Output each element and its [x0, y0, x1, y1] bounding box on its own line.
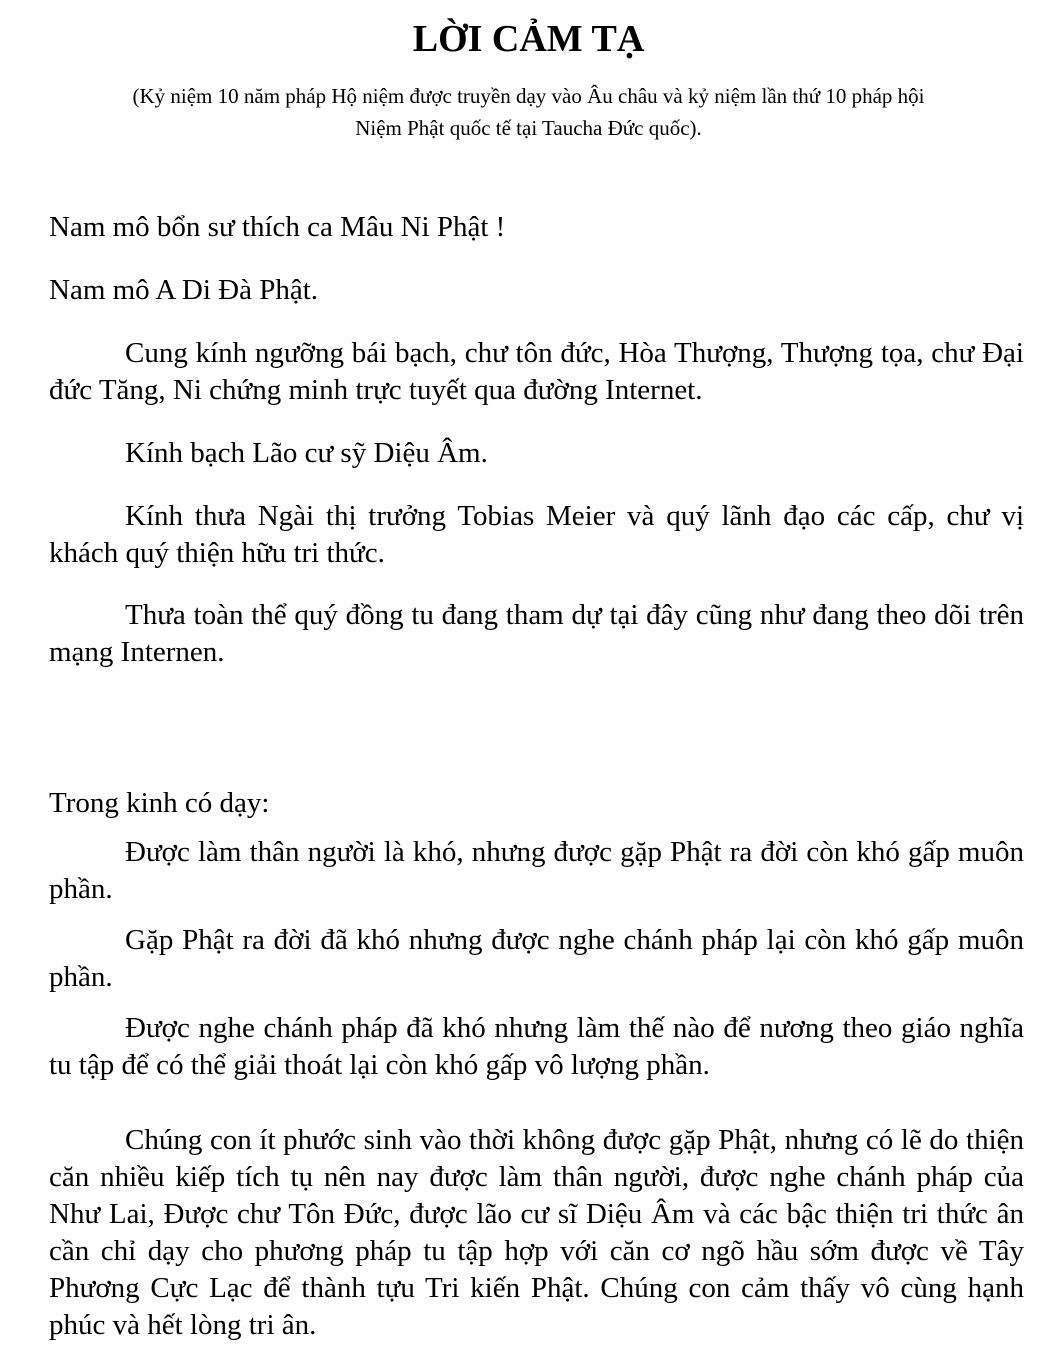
paragraph-sutra-intro: Trong kinh có dạy:: [49, 787, 270, 819]
paragraph-salutation-2: Nam mô A Di Đà Phật.: [49, 274, 319, 306]
paragraph-sutra-3: Được nghe chánh pháp đã khó nhưng làm thế nào để nương theo giáo nghĩa tu tập để có thể giải thoát lại còn khó gấp vô lượng phần.: [49, 1012, 1024, 1081]
paragraph-salutation-1: Nam mô bổn sư thích ca Mâu Ni Phật !: [49, 211, 506, 243]
subtitle-line-1: (Kỷ niệm 10 năm pháp Hộ niệm được truyền dạy vào Âu châu và kỷ niệm lần thứ 10 pháp hội: [132, 84, 925, 108]
document-title: LỜI CẢM TẠ: [412, 18, 645, 60]
paragraph-greeting-mayor: Kính thưa Ngài thị trưởng Tobias Meier và quý lãnh đạo các cấp, chư vị khách quý thiện hữu tri thức.: [49, 500, 1024, 569]
paragraph-greeting-dieu-am: Kính bạch Lão cư sỹ Diệu Âm.: [125, 437, 488, 469]
paragraph-greeting-attendees: Thưa toàn thể quý đồng tu đang tham dự tại đây cũng như đang theo dõi trên mạng Internen.: [49, 599, 1024, 668]
paragraph-sutra-1: Được làm thân người là khó, nhưng được gặp Phật ra đời còn khó gấp muôn phần.: [49, 836, 1024, 905]
paragraph-greeting-clergy: Cung kính ngưỡng bái bạch, chư tôn đức, Hòa Thượng, Thượng tọa, chư Đại đức Tăng, Ni chứng minh trực tuyết qua đường Internet.: [49, 337, 1024, 406]
subtitle-line-2: Niệm Phật quốc tế tại Taucha Đức quốc).: [355, 116, 702, 140]
paragraph-gratitude: Chúng con ít phước sinh vào thời không được gặp Phật, nhưng có lẽ do thiện căn nhiều kiếp tích tụ nên nay được làm thân người, được nghe chánh pháp của Như Lai, Được chư Tôn Đức, được lão cư sĩ Diệu Âm và các bậc thiện tri thức ân cần chỉ dạy cho phương pháp tu tập hợp với căn cơ ngõ hầu sớm được về Tây Phương Cực Lạc để thành tựu Tri kiến Phật. Chúng con cảm thấy vô cùng hạnh phúc và hết lòng tri ân.: [49, 1124, 1024, 1341]
paragraph-sutra-2: Gặp Phật ra đời đã khó nhưng được nghe chánh pháp lại còn khó gấp muôn phần.: [49, 924, 1024, 993]
document-subtitle: [40, 80, 1017, 144]
